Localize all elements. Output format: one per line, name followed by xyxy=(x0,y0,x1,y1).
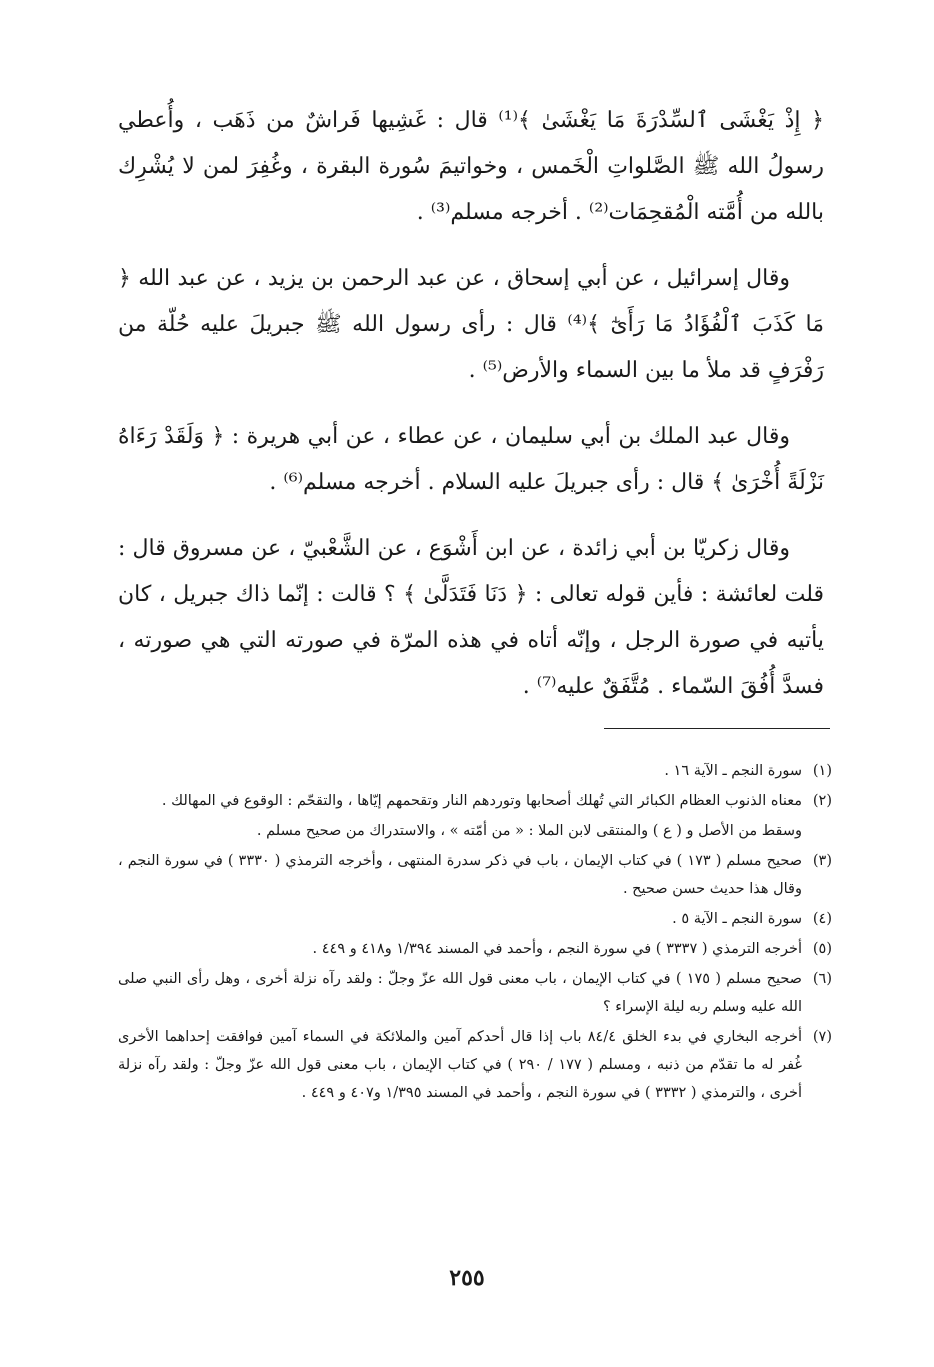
footnote-text: صحيح مسلم ( ١٧٣ ) في كتاب الإيمان ، باب في ذكر سدرة المنتهى ، وأخرجه الترمذي ( ٣٣٣٠ ) في سورة النجم ، وقال هذا حديث حسن صحيح . xyxy=(118,853,803,897)
page-number: ٢٥٥ xyxy=(449,1265,485,1291)
footnote-number: (٥) xyxy=(812,941,832,957)
footnote-text: سورة النجم ـ الآية ٥ . xyxy=(672,911,802,927)
footnote-6 xyxy=(118,965,832,1021)
footnote-4 xyxy=(118,905,832,933)
footnote-text: معناه الذنوب العظام الكبائر التي تُهلك أصحابها وتوردهم النار وتقحمهم إيّاها ، والتقحّم : الوقوع في المهالك . xyxy=(161,793,802,809)
footnote-7 xyxy=(118,1023,832,1107)
footnote-number: (٧) xyxy=(812,1029,832,1045)
main-text xyxy=(118,98,824,730)
footnote-text: صحيح مسلم ( ١٧٥ ) في كتاب الإيمان ، باب معنى قول الله عزّ وجلّ : ولقد رآه نزلة أخرى ، وهل رأى النبي صلى الله عليه وسلم ربه ليلة الإسراء ؟ xyxy=(118,971,802,1015)
footnote-number: (٣) xyxy=(812,853,832,869)
footnote-separator xyxy=(604,728,830,729)
footnote-number: (٦) xyxy=(812,971,832,987)
footnote-text: أخرجه الترمذي ( ٣٣٣٧ ) في سورة النجم ، وأحمد في المسند ١/٣٩٤ و٤١٨ و ٤٤٩ . xyxy=(312,941,802,957)
footnote-text: أخرجه البخاري في بدء الخلق ٨٤/٤ باب إذا قال أحدكم آمين والملائكة في السماء آمين فوافقت إحداهما الأخرى غُفر له ما تقدّم من ذنبه ، ومسلم ( ١٧٧ / ٢٩٠ ) في كتاب الإيمان ، باب معنى قول الله عزّ وجلّ : ولقد رآه نزلة أخرى ، والترمذي ( ٣٣٣٢ ) في سورة النجم ، وأحمد في المسند ١/٣٩٥ و٤٠٧ و ٤٤٩ . xyxy=(118,1029,802,1101)
paragraph-3: وقال عبد الملك بن أبي سليمان ، عن عطاء ، عن أبي هريرة : ﴿ وَلَقَدْ رَءَاهُ نَزْلَةً أُخْرَىٰ ﴾ قال : رأى جبريلَ عليه السلام . أخرجه مسلم⁽⁶⁾ . xyxy=(118,424,824,495)
footnote-1 xyxy=(118,757,832,785)
footnote-2 xyxy=(118,787,832,815)
paragraph-1: ﴿ إِذْ يَغْشَى ٱلسِّدْرَةَ مَا يَغْشَىٰ ﴾⁽¹⁾ قال : غَشِيها فَراشٌ من ذَهَب ، وأُعطي رسولُ الله ﷺ الصَّلواتِ الْخَمس ، وخواتيمَ سُورة البقرة ، وغُفِرَ لمن لا يُشْرِك بالله من أُمَّته الْمُقحِمَات⁽²⁾ . أخرجه مسلم⁽³⁾ . xyxy=(118,108,824,225)
footnote-2-continuation: وسقط من الأصل و ( ع ) والمنتقى لابن الملا : « من أمّته » ، والاستدراك من صحيح مسلم . xyxy=(256,823,802,839)
paragraph-4: وقال زكريّا بن أبي زائدة ، عن ابن أَشْوَع ، عن الشَّعْبيّ ، عن مسروق قال : قلت لعائشة : فأين قوله تعالى : ﴿ دَنَا فَتَدَلَّىٰ ﴾ ؟ قالت : إنّما ذاك جبريل ، كان يأتيه في صورة الرجل ، وإنّه أتاه في هذه المرّة في صورته التي هي صورته ، فسدَّ أُفُقَ السّماء . مُتَّفَقٌ عليه⁽⁷⁾ . xyxy=(118,536,824,699)
footnote-number: (٤) xyxy=(812,911,832,927)
footnotes xyxy=(118,757,832,1109)
footnote-3 xyxy=(118,847,832,903)
footnote-text: سورة النجم ـ الآية ١٦ . xyxy=(664,763,802,779)
footnote-5 xyxy=(118,935,832,963)
footnote-number: (٢) xyxy=(812,793,832,809)
footnote-number: (١) xyxy=(812,763,832,779)
paragraph-2: وقال إسرائيل ، عن أبي إسحاق ، عن عبد الرحمن بن يزيد ، عن عبد الله ﴿ مَا كَذَبَ ٱلْفُؤَادُ مَا رَأَىٰٓ ﴾⁽⁴⁾ قال : رأى رسول الله ﷺ جبريلَ عليه حُلّة من رَفْرَفٍ قد ملأ ما بين السماء والأرض⁽⁵⁾ . xyxy=(118,266,825,383)
